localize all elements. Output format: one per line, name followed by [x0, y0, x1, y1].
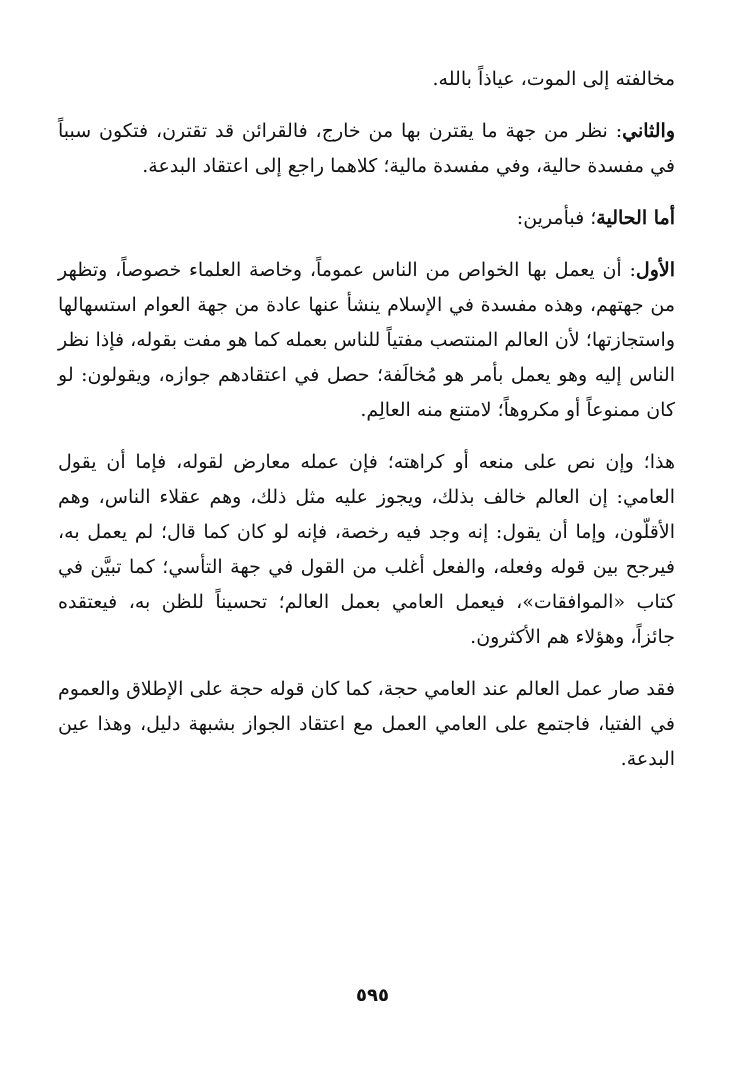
paragraph-5-text: هذا؛ وإن نص على منعه أو كراهته؛ فإن عمله معارض لقوله، فإما أن يقول العامي: إن العالم خالف بذلك، ويجوز عليه مثل ذلك، وهم عقلاء الناس، وهم الأقلّون، وإما أن يقول: إنه وجد فيه رخصة، فإنه لو كان كما قال؛ لم يعمل به، فيرجح بين قوله وفعله، والفعل أغلب من القول في جهة التأسي؛ كما تبيَّن في كتاب «الموافقات»، فيعمل العامي بعمل العالم؛ تحسيناً للظن به، فيعتقده جائزاً، وهؤلاء هم الأكثرون.	[58, 451, 675, 648]
paragraph-1	[58, 62, 675, 97]
page-number: ٥٩٥	[356, 985, 389, 1006]
paragraph-4-lead: الأول	[635, 259, 675, 281]
paragraph-6-text: فقد صار عمل العالم عند العامي حجة، كما كان قوله حجة على الإطلاق والعموم في الفتيا، فاجتمع على العامي العمل مع اعتقاد الجواز بشبهة دليل، وهذا عين البدعة.	[58, 678, 675, 770]
paragraph-2	[58, 114, 675, 184]
page-body	[58, 62, 675, 777]
paragraph-2-lead: والثاني	[622, 120, 675, 142]
paragraph-1-text: مخالفته إلى الموت، عياذاً بالله.	[432, 68, 675, 90]
paragraph-3	[58, 201, 675, 236]
paragraph-4	[58, 253, 675, 428]
paragraph-4-text: : أن يعمل بها الخواص من الناس عموماً، وخاصة العلماء خصوصاً، وتظهر من جهتهم، وهذه مفسدة في الإسلام ينشأ عنها عادة من جهة العوام استسهالها واستجازتها؛ لأن العالم المنتصب مفتياً للناس بعمله كما هو مفت بقوله، فإذا نظر الناس إليه وهو يعمل بأمر هو مُخالَفة؛ حصل في اعتقادهم جوازه، ويقولون: لو كان ممنوعاً أو مكروهاً؛ لامتنع منه العالِم.	[58, 259, 675, 421]
paragraph-6	[58, 672, 675, 777]
paragraph-3-lead: أما الحالية	[596, 207, 675, 229]
paragraph-3-text: ؛ فبأمرين:	[516, 207, 597, 229]
paragraph-2-text: : نظر من جهة ما يقترن بها من خارج، فالقرائن قد تقترن، فتكون سبباً في مفسدة حالية، وفي مفسدة مالية؛ كلاهما راجع إلى اعتقاد البدعة.	[58, 120, 675, 177]
paragraph-5	[58, 445, 675, 655]
